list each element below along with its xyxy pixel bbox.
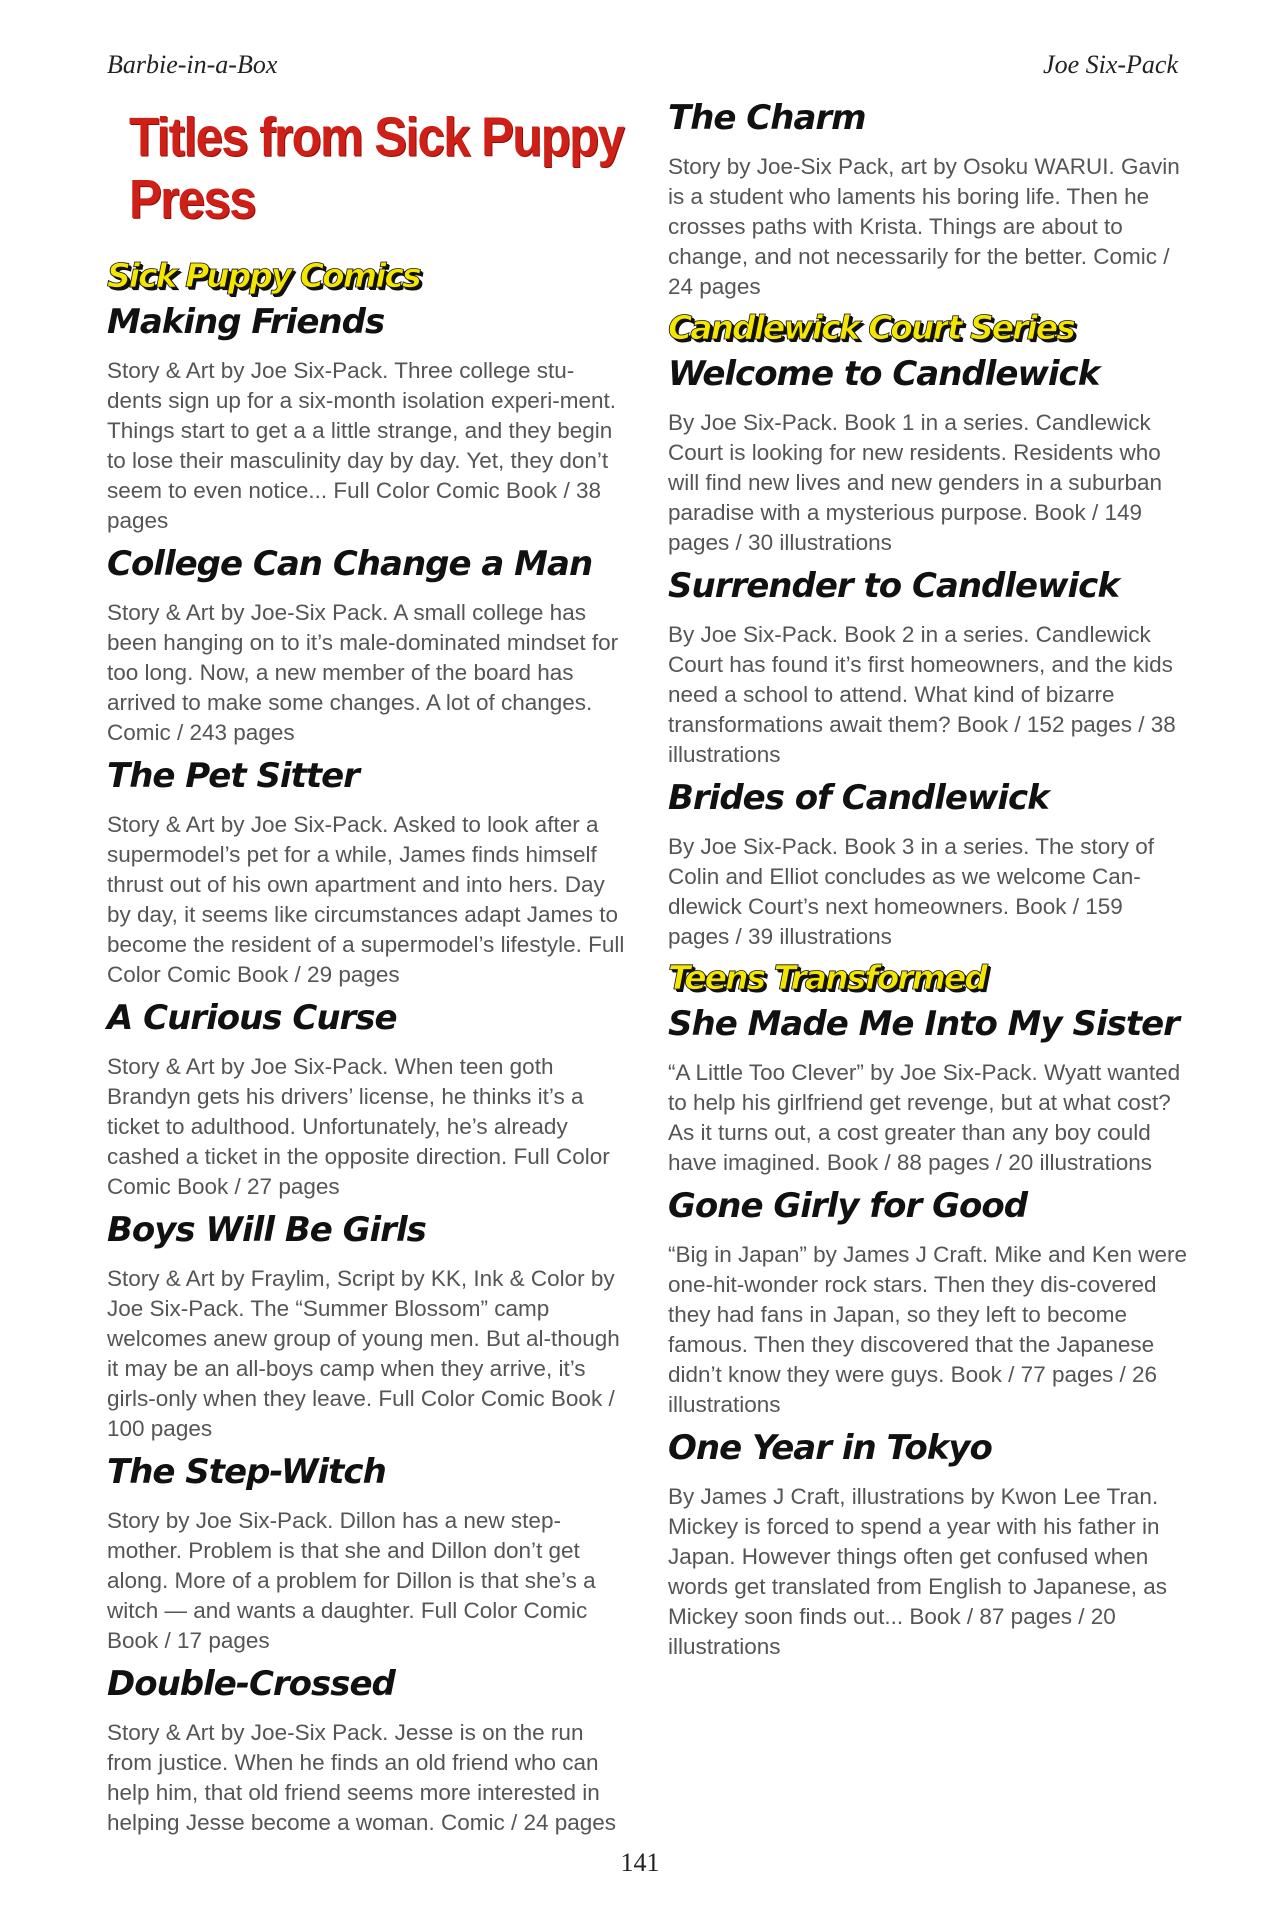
catalog-entry: [668, 564, 1188, 770]
entry-description: “A Little Too Clever” by Joe Six-Pack. Wyatt wanted to help his girlfriend get revenge, but at what cost? As it turns out, a cost greater than any boy could have imagined. Book / 88 pages / 20 illustrations: [668, 1060, 1181, 1175]
entry-title: The Step-Witch: [107, 1452, 386, 1492]
entry-title: Surrender to Candlewick: [668, 566, 1119, 606]
catalog-entry: [668, 776, 1188, 952]
entry-title: Gone Girly for Good: [668, 1186, 1028, 1226]
entry-description: Story & Art by Joe Six-Pack. Asked to look after a supermodel’s pet for a while, James finds himself thrust out of his own apartment and into hers. Day by day, it seems like circumstances adapt James to become the resident of a supermodel’s lifestyle. Full Color Comic Book / 29 pages: [107, 812, 625, 987]
series-label-sick-puppy-comics: Sick Puppy Comics: [107, 256, 420, 295]
entry-title: The Pet Sitter: [107, 756, 359, 796]
entry-description: By Joe Six-Pack. Book 3 in a series. The story of Colin and Elliot concludes as we welcome Can-dlewick Court’s next homeowners. Book / 159 pages / 39 illustrations: [668, 834, 1155, 949]
right-column: [668, 96, 1188, 1668]
entry-title: She Made Me Into My Sister: [668, 1004, 1179, 1044]
catalog-entry: [668, 1002, 1188, 1178]
catalog-entry: [107, 996, 627, 1202]
entry-description: By Joe Six-Pack. Book 2 in a series. Candlewick Court has found it’s first homeowners, and the kids need a school to attend. What kind of bizarre transformations await them? Book / 152 pages / 38 illustrations: [668, 622, 1176, 767]
entry-title: Welcome to Candlewick: [668, 354, 1100, 394]
catalog-entry: [107, 542, 627, 748]
entry-description: Story by Joe-Six Pack, art by Osoku WARUI. Gavin is a student who laments his boring life. Then he crosses paths with Krista. Things are about to change, and not necessarily for the better. Comic / 24 pages: [668, 154, 1180, 299]
entry-description: Story & Art by Joe-Six Pack. Jesse is on the run from justice. When he finds an old friend who can help him, that old friend seems more interested in helping Jesse become a woman. Comic / 24 pages: [107, 1720, 617, 1835]
entry-description: Story & Art by Joe-Six Pack. A small college has been hanging on to it’s male-dominated mindset for too long. Now, a new member of the board has arrived to make some changes. A lot of changes. Comic / 243 pages: [107, 600, 619, 745]
page-title: Titles from Sick Puppy Press: [129, 107, 624, 231]
catalog-entry: [107, 1662, 627, 1838]
entry-title: Making Friends: [107, 302, 385, 342]
catalog-entry: [668, 1184, 1188, 1420]
catalog-entry: [668, 96, 1188, 302]
entry-title: Brides of Candlewick: [668, 778, 1049, 818]
series-label-teens-transformed: Teens Transformed: [668, 958, 986, 997]
entry-description: Story by Joe Six-Pack. Dillon has a new step-mother. Problem is that she and Dillon don’t get along. More of a problem for Dillon is that she’s a witch — and wants a daughter. Full Color Comic Book / 17 pages: [107, 1508, 596, 1653]
left-column: [107, 96, 627, 1844]
entry-description: Story & Art by Fraylim, Script by KK, Ink & Color by Joe Six-Pack. The “Summer Blossom” camp welcomes anew group of young men. But al-though it may be an all-boys camp when they arrive, it’s girls-only when they leave. Full Color Comic Book / 100 pages: [107, 1266, 620, 1441]
entry-title: College Can Change a Man: [107, 544, 593, 584]
entry-description: By Joe Six-Pack. Book 1 in a series. Candlewick Court is looking for new residents. Residents who will find new lives and new genders in a suburban paradise with a mysterious purpose. Book / 149 pages / 30 illustrations: [668, 410, 1163, 555]
entry-description: Story & Art by Joe Six-Pack. Three college stu-dents sign up for a six-month isolation experi-ment. Things start to get a a little strange, and they begin to lose their masculinity day by day. Yet, they don’t seem to even notice... Full Color Comic Book / 38 pages: [107, 358, 616, 533]
catalog-entry: [107, 1450, 627, 1656]
catalog-entry: [107, 300, 627, 536]
entry-description: By James J Craft, illustrations by Kwon Lee Tran. Mickey is forced to spend a year with his father in Japan. However things often get confused when words get translated from English to Japanese, as Mickey soon finds out... Book / 87 pages / 20 illustrations: [668, 1484, 1168, 1659]
entry-title: The Charm: [668, 98, 866, 138]
page-number: 141: [620, 1848, 660, 1877]
catalog-entry: [668, 1426, 1188, 1662]
series-label-candlewick-court: Candlewick Court Series: [668, 308, 1074, 347]
entry-title: One Year in Tokyo: [668, 1428, 992, 1468]
entry-title: Boys Will Be Girls: [107, 1210, 426, 1250]
entry-title: Double-Crossed: [107, 1664, 395, 1704]
entry-description: “Big in Japan” by James J Craft. Mike and Ken were one-hit-wonder rock stars. Then they dis-covered they had fans in Japan, so they left to become famous. Then they discovered that the Japanese didn’t know they were guys. Book / 77 pages / 26 illustrations: [668, 1242, 1187, 1417]
running-head-author: Joe Six-Pack: [1043, 50, 1178, 79]
entry-description: Story & Art by Joe Six-Pack. When teen goth Brandyn gets his drivers’ license, he thinks it’s a ticket to adulthood. Unfortunately, he’s already cashed a ticket in the opposite direction. Full Color Comic Book / 27 pages: [107, 1054, 610, 1199]
catalog-entry: [107, 1208, 627, 1444]
catalog-entry: [668, 352, 1188, 558]
running-head-book-title: Barbie-in-a-Box: [107, 50, 278, 79]
catalog-entry: [107, 754, 627, 990]
entry-title: A Curious Curse: [107, 998, 397, 1038]
